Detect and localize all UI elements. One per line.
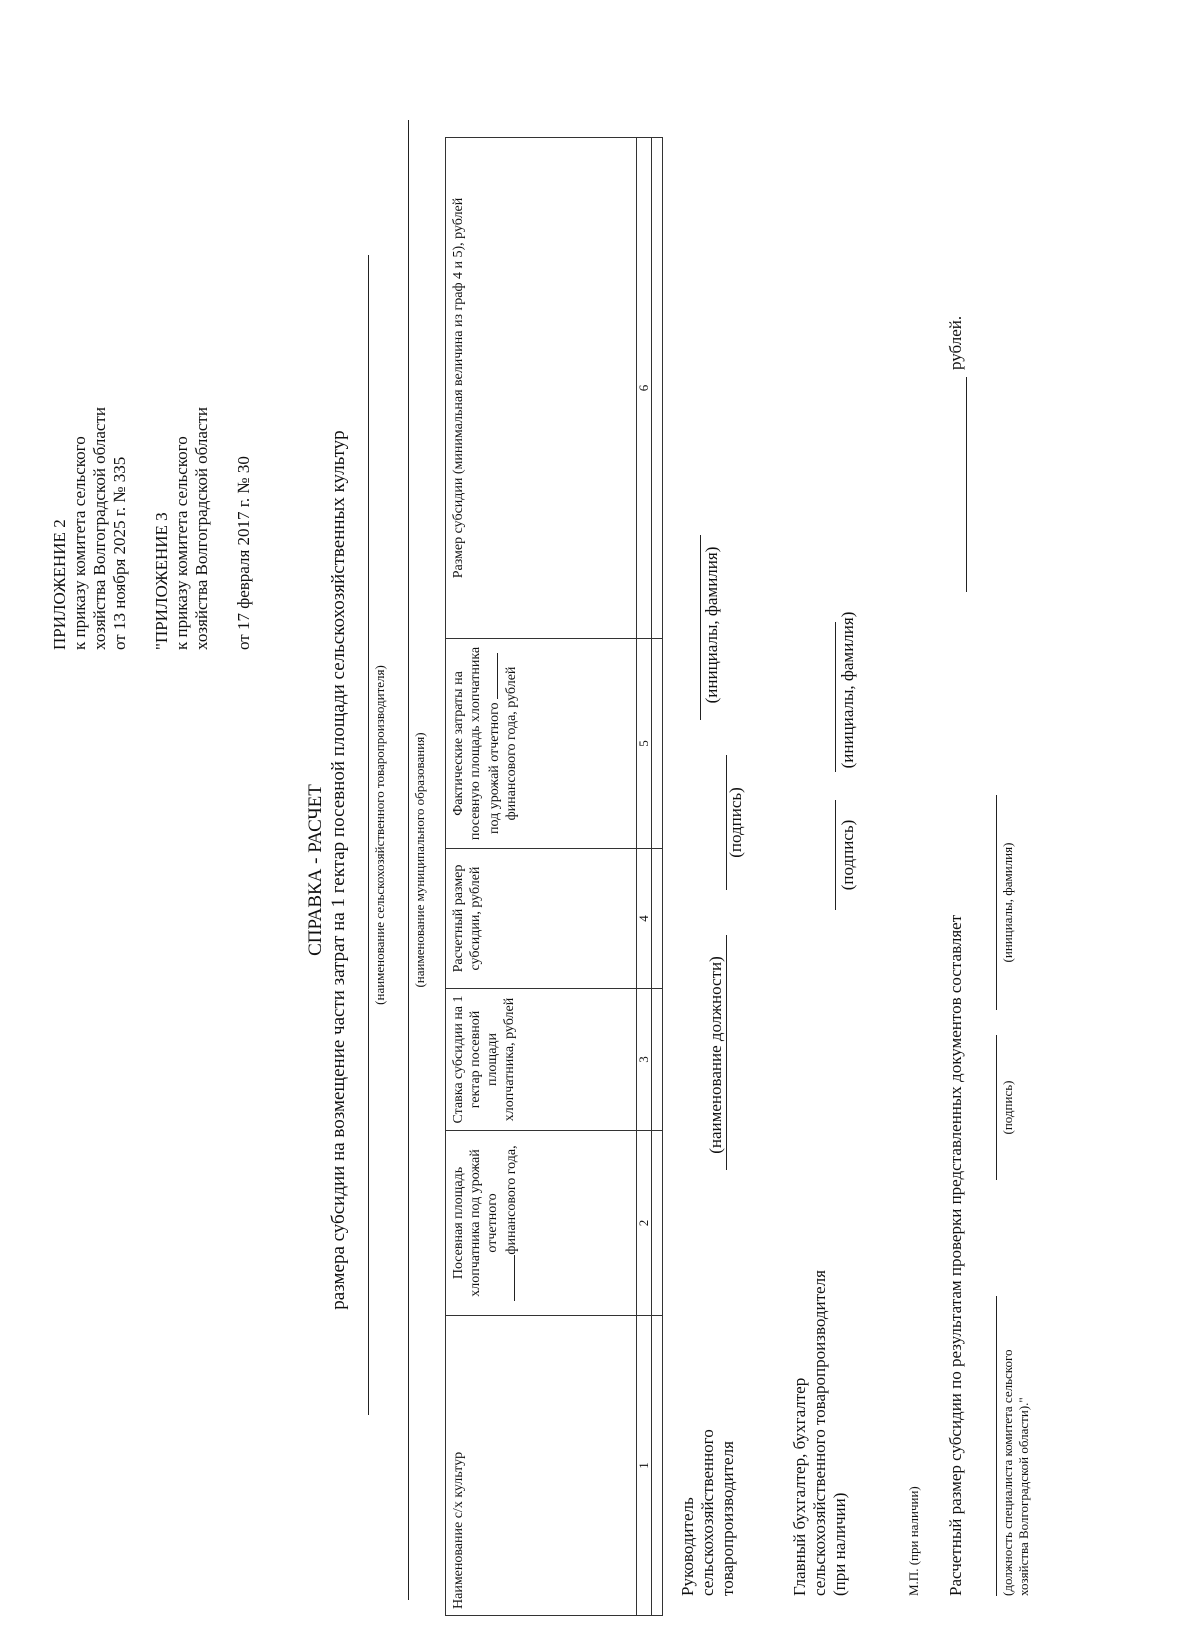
table-number-cell: 2: [637, 1131, 652, 1316]
prev-appendix-line: хозяйства Волгоградской области: [192, 407, 211, 650]
appendix-block: [50, 90, 254, 650]
specialist-signature-caption: (подпись): [1000, 1080, 1015, 1135]
table-header-cell: Фактические затраты на посевную площадь хлопчатника под урожай отчетного финансового года, рублей: [446, 639, 637, 849]
head-label: Руководитель сельскохозяйственного товаропроизводителя: [678, 1429, 737, 1596]
table-number-row: [637, 138, 652, 1616]
accountant-signature-line: [835, 800, 836, 910]
appendix-title: ПРИЛОЖЕНИЕ 2: [50, 519, 69, 650]
year-blank: [484, 653, 498, 699]
table-header-cell: Ставка субсидии на 1 гектар посевной площади хлопчатника, рублей: [446, 989, 637, 1131]
position-caption: (наименование должности): [706, 956, 725, 1154]
specialist-signature-line: [996, 1035, 997, 1180]
table-empty-row: [652, 138, 663, 1616]
appendix-line: от 13 ноября 2025 г. № 335: [110, 456, 129, 650]
accountant-initials-caption: (инициалы, фамилия): [838, 611, 857, 769]
accountant-label: Главный бухгалтер, бухгалтер сельскохозяйственного товаропроизводителя (при наличии): [790, 1270, 849, 1596]
seal-placeholder: М.П. (при наличии): [906, 1486, 921, 1596]
result-amount-line: [966, 377, 967, 592]
municipality-name-line: [408, 120, 409, 1600]
accountant-initials-line: [835, 622, 836, 772]
document-title: СПРАВКА - РАСЧЕТ: [305, 784, 326, 956]
appendix-line: хозяйства Волгоградской области: [90, 407, 109, 650]
accountant-signature-caption: (подпись): [838, 819, 857, 891]
table-number-cell: 4: [637, 849, 652, 989]
result-unit: рублей.: [946, 315, 965, 370]
table-number-cell: 1: [637, 1316, 652, 1616]
specialist-initials-line: [996, 795, 997, 1010]
table-header-cell: Наименование с/х культур: [446, 1316, 637, 1616]
prev-appendix-line: к приказу комитета сельского: [172, 436, 191, 650]
signature-caption: (подпись): [726, 787, 745, 858]
producer-name-line: [368, 255, 369, 1415]
table-header-cell: Расчетный размер субсидии, рублей: [446, 849, 637, 989]
table-header-cell: Посевная площадь хлопчатника под урожай отчетного финансового года,: [446, 1131, 637, 1316]
document-subtitle: размера субсидии на возмещение части затрат на 1 гектар посевной площади сельскохозяйственных культур: [328, 430, 349, 1310]
appendix-line: к приказу комитета сельского: [70, 436, 89, 650]
table-number-cell: 6: [637, 138, 652, 639]
table-header-cell: Размер субсидии (минимальная величина из граф 4 и 5), рублей: [446, 138, 637, 639]
calculation-table: [445, 137, 663, 1616]
specialist-initials-caption: (инициалы, фамилия): [1000, 842, 1015, 963]
producer-name-caption: (наименование сельскохозяйственного товаропроизводителя): [372, 665, 387, 1005]
prev-appendix-title: "ПРИЛОЖЕНИЕ 3: [152, 512, 171, 650]
table-number-cell: 3: [637, 989, 652, 1131]
table-header-row: [446, 138, 637, 1616]
initials-caption: (инициалы, фамилия): [702, 546, 721, 704]
initials-line: [700, 535, 701, 720]
table-number-cell: 5: [637, 639, 652, 849]
municipality-name-caption: (наименование муниципального образования): [412, 732, 427, 988]
specialist-position-line: [996, 1296, 997, 1596]
prev-appendix-date: от 17 февраля 2017 г. № 30: [234, 456, 253, 650]
position-line: [726, 935, 727, 1170]
specialist-caption: (должность специалиста комитета сельского хозяйства Волгоградской области).": [1000, 1349, 1031, 1596]
result-text: Расчетный размер субсидии по результатам проверки представленных документов составляет: [946, 914, 965, 1596]
year-blank: [501, 1255, 515, 1301]
